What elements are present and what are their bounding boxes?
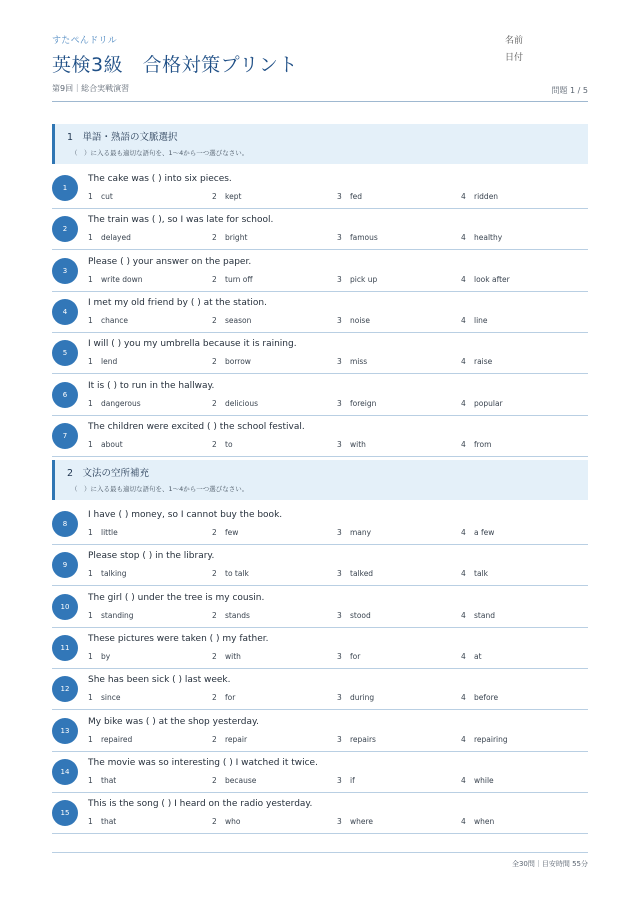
question-stem: This is the song ( ) I heard on the radio yesterday. (88, 799, 313, 810)
option-number: 3 (337, 610, 342, 620)
option-text: fed (350, 192, 363, 201)
question-row (52, 628, 588, 669)
answer-option[interactable] (212, 275, 253, 284)
question-row (52, 669, 588, 710)
option-text: stands (225, 610, 250, 620)
option-text: pick up (350, 274, 378, 284)
option-text: noise (350, 315, 370, 325)
answer-option[interactable] (461, 528, 494, 537)
question-stem: These pictures were taken ( ) my father. (88, 634, 269, 644)
answer-option[interactable] (461, 233, 502, 242)
answer-option[interactable] (88, 192, 113, 201)
answer-option[interactable] (337, 776, 355, 785)
answer-option[interactable] (461, 735, 508, 744)
question-stem: The cake was ( ) into six pieces. (88, 174, 232, 184)
option-number: 2 (212, 315, 217, 325)
name-label: 名前 (505, 36, 524, 46)
question-number-badge: 1 (52, 175, 78, 201)
option-text: who (225, 817, 241, 827)
option-number: 4 (461, 775, 466, 785)
question-row (52, 587, 588, 628)
brand-label: すたぺんドリル (52, 36, 118, 46)
answer-option[interactable] (337, 735, 376, 744)
option-number: 2 (212, 398, 217, 408)
answer-option[interactable] (88, 275, 142, 284)
option-number: 3 (337, 233, 342, 243)
option-text: look after (474, 274, 510, 284)
option-text: at (474, 652, 482, 661)
option-text: delayed (101, 233, 131, 243)
option-number: 4 (461, 693, 466, 703)
option-text: repairing (474, 734, 508, 744)
question-number-badge: 14 (52, 759, 78, 785)
question-number-badge: 10 (52, 594, 78, 620)
option-number: 1 (88, 610, 93, 620)
option-number: 3 (337, 398, 342, 408)
option-text: where (350, 817, 374, 827)
question-number-badge: 8 (52, 511, 78, 537)
answer-option[interactable] (337, 233, 378, 242)
question-number-badge: 12 (52, 676, 78, 702)
answer-option[interactable] (212, 399, 258, 408)
section-instruction: （ ）に入る最も適切な語句を、1〜4から一つ選びなさい。 (71, 149, 249, 157)
answer-option[interactable] (337, 528, 371, 537)
answer-option[interactable] (212, 817, 240, 826)
option-number: 1 (88, 439, 93, 449)
answer-option[interactable] (337, 192, 362, 201)
option-text: by (101, 652, 111, 661)
question-row (52, 711, 588, 752)
question-row (52, 752, 588, 793)
option-number: 2 (212, 569, 217, 579)
option-number: 3 (337, 569, 342, 579)
question-number-badge: 2 (52, 216, 78, 242)
question-row (52, 292, 588, 333)
answer-option[interactable] (88, 611, 134, 620)
option-number: 4 (461, 274, 466, 284)
header-divider (52, 101, 588, 102)
answer-option[interactable] (88, 357, 117, 366)
answer-option[interactable] (212, 440, 233, 449)
option-number: 2 (212, 734, 217, 744)
question-stem: My bike was ( ) at the shop yesterday. (88, 716, 259, 727)
date-label: 日付 (505, 53, 524, 63)
option-text: popular (474, 398, 503, 408)
page-subtitle: 第9回｜総合実戦演習 (52, 84, 130, 93)
option-number: 1 (88, 775, 93, 785)
option-text: if (350, 775, 355, 785)
option-text: for (350, 652, 361, 661)
option-number: 1 (88, 652, 93, 661)
question-number-badge: 11 (52, 635, 78, 661)
answer-option[interactable] (461, 776, 494, 785)
option-number: 2 (212, 610, 217, 620)
section-instruction: （ ）に入る最も適切な語句を、1〜4から一つ選びなさい。 (71, 485, 249, 494)
question-stem: Please stop ( ) in the library. (88, 551, 215, 562)
option-number: 4 (461, 315, 466, 325)
question-row (52, 251, 588, 292)
answer-option[interactable] (88, 528, 118, 537)
question-stem: I have ( ) money, so I cannot buy the book. (88, 510, 283, 521)
answer-option[interactable] (212, 611, 250, 620)
answer-option[interactable] (88, 440, 123, 449)
option-number: 4 (461, 439, 466, 449)
option-number: 3 (337, 528, 342, 538)
answer-option[interactable] (337, 652, 360, 661)
answer-option[interactable] (337, 275, 377, 284)
option-number: 3 (337, 357, 342, 367)
option-text: few (225, 528, 239, 538)
question-number-badge: 7 (52, 423, 78, 449)
option-text: season (225, 315, 252, 325)
option-text: raise (474, 357, 493, 367)
answer-option[interactable] (337, 357, 367, 366)
section-header (52, 460, 588, 500)
option-text: chance (101, 315, 128, 325)
question-row (52, 168, 588, 209)
option-number: 1 (88, 734, 93, 744)
answer-option[interactable] (88, 735, 132, 744)
option-text: to talk (225, 569, 249, 579)
option-number: 2 (212, 274, 217, 284)
question-stem: It is ( ) to run in the hallway. (88, 380, 215, 391)
answer-option[interactable] (88, 399, 141, 408)
footer-divider (52, 852, 588, 853)
section-title: 1 単語・熟語の文脈選択 (67, 132, 178, 143)
question-stem: She has been sick ( ) last week. (88, 675, 231, 686)
answer-option[interactable] (212, 652, 241, 661)
question-stem: The children were excited ( ) the school festival. (88, 421, 305, 432)
option-text: bright (225, 233, 248, 243)
option-text: line (474, 315, 488, 325)
option-text: standing (101, 610, 134, 620)
option-text: turn off (225, 274, 253, 284)
answer-option[interactable] (88, 569, 127, 578)
student-info (505, 33, 523, 67)
option-number: 4 (461, 357, 466, 367)
option-number: 1 (88, 817, 93, 827)
option-text: talked (350, 569, 374, 579)
question-number-badge: 5 (52, 340, 78, 366)
option-text: with (350, 439, 366, 449)
footer-info: 全30問｜目安時間 55分 (511, 860, 588, 868)
option-number: 2 (212, 192, 217, 201)
answer-option[interactable] (212, 192, 241, 201)
answer-option[interactable] (337, 399, 376, 408)
answer-option[interactable] (461, 357, 492, 366)
option-text: with (225, 652, 241, 661)
answer-option[interactable] (88, 693, 120, 702)
answer-option[interactable] (461, 817, 494, 826)
option-text: before (474, 693, 499, 703)
answer-option[interactable] (88, 652, 110, 661)
option-number: 2 (212, 233, 217, 243)
option-number: 1 (88, 528, 93, 538)
question-stem: Please ( ) your answer on the paper. (88, 256, 252, 267)
answer-option[interactable] (461, 569, 488, 578)
option-number: 4 (461, 817, 466, 827)
answer-option[interactable] (212, 569, 249, 578)
question-number-badge: 6 (52, 382, 78, 408)
option-number: 2 (212, 652, 217, 661)
page-title: 英検3級 合格対策プリント (52, 54, 298, 76)
option-number: 4 (461, 652, 466, 661)
option-text: that (101, 775, 117, 785)
answer-option[interactable] (461, 652, 482, 661)
answer-option[interactable] (461, 399, 503, 408)
option-number: 1 (88, 315, 93, 325)
question-stem: The train was ( ), so I was late for school. (88, 215, 274, 226)
option-number: 3 (337, 693, 342, 703)
option-number: 3 (337, 652, 342, 661)
option-text: little (101, 528, 118, 538)
option-number: 1 (88, 357, 93, 367)
option-number: 4 (461, 569, 466, 579)
option-text: repaired (101, 734, 133, 744)
option-text: because (225, 775, 257, 785)
option-text: healthy (474, 233, 503, 243)
option-number: 1 (88, 398, 93, 408)
option-text: repairs (350, 734, 376, 744)
answer-option[interactable] (88, 233, 131, 242)
option-number: 2 (212, 439, 217, 449)
answer-option[interactable] (88, 316, 128, 325)
option-text: ridden (474, 192, 499, 201)
option-number: 2 (212, 357, 217, 367)
question-row (52, 333, 588, 374)
option-number: 2 (212, 817, 217, 827)
section-title: 2 文法の空所補充 (67, 468, 150, 480)
option-number: 1 (88, 233, 93, 243)
option-number: 2 (212, 528, 217, 538)
question-number-badge: 4 (52, 299, 78, 325)
option-text: miss (350, 357, 368, 367)
answer-option[interactable] (212, 735, 247, 744)
question-number-badge: 9 (52, 552, 78, 578)
answer-option[interactable] (461, 440, 491, 449)
option-text: when (474, 817, 495, 827)
option-text: write down (101, 274, 143, 284)
answer-option[interactable] (337, 817, 373, 826)
option-text: talk (474, 569, 488, 579)
answer-option[interactable] (337, 693, 374, 702)
option-text: that (101, 817, 117, 827)
option-text: during (350, 693, 375, 703)
worksheet-page (52, 0, 588, 905)
section-header (52, 124, 588, 164)
answer-option[interactable] (212, 693, 235, 702)
option-number: 4 (461, 192, 466, 201)
question-number-badge: 13 (52, 718, 78, 744)
option-number: 3 (337, 817, 342, 827)
answer-option[interactable] (212, 357, 251, 366)
option-text: for (225, 693, 236, 703)
answer-option[interactable] (212, 528, 238, 537)
option-number: 2 (212, 775, 217, 785)
question-row (52, 375, 588, 416)
answer-option[interactable] (461, 192, 498, 201)
page-indicator: 問題 1 / 5 (551, 86, 588, 95)
option-number: 1 (88, 569, 93, 579)
option-text: to (225, 439, 233, 449)
option-text: stood (350, 610, 371, 620)
option-text: stand (474, 610, 495, 620)
option-text: kept (225, 192, 242, 201)
option-text: cut (101, 192, 113, 201)
question-number-badge: 3 (52, 258, 78, 284)
answer-option[interactable] (337, 569, 373, 578)
option-text: about (101, 439, 123, 449)
option-number: 3 (337, 315, 342, 325)
answer-option[interactable] (337, 440, 366, 449)
option-text: repair (225, 734, 248, 744)
option-text: lend (101, 357, 118, 367)
answer-option[interactable] (212, 776, 256, 785)
option-text: from (474, 439, 492, 449)
answer-option[interactable] (461, 275, 510, 284)
option-text: dangerous (101, 398, 141, 408)
answer-option[interactable] (337, 611, 371, 620)
option-text: famous (350, 233, 378, 243)
question-row (52, 504, 588, 545)
answer-option[interactable] (212, 316, 251, 325)
question-row (52, 793, 588, 834)
option-text: foreign (350, 398, 377, 408)
question-row (52, 209, 588, 250)
option-number: 2 (212, 693, 217, 703)
option-text: while (474, 775, 494, 785)
question-row (52, 545, 588, 586)
option-text: a few (474, 528, 495, 538)
option-text: many (350, 528, 372, 538)
question-row (52, 416, 588, 457)
option-number: 1 (88, 274, 93, 284)
question-number-badge: 15 (52, 800, 78, 826)
question-stem: I met my old friend by ( ) at the station. (88, 297, 267, 308)
answer-option[interactable] (461, 316, 488, 325)
option-number: 1 (88, 192, 93, 201)
answer-option[interactable] (461, 611, 495, 620)
option-text: borrow (225, 357, 251, 367)
option-number: 4 (461, 398, 466, 408)
option-text: talking (101, 569, 127, 579)
option-number: 3 (337, 274, 342, 284)
option-number: 4 (461, 734, 466, 744)
question-stem: The girl ( ) under the tree is my cousin. (88, 592, 265, 603)
option-text: delicious (225, 398, 258, 408)
option-text: since (101, 693, 121, 703)
option-number: 1 (88, 693, 93, 703)
answer-option[interactable] (88, 817, 116, 826)
option-number: 3 (337, 775, 342, 785)
answer-option[interactable] (337, 316, 370, 325)
option-number: 4 (461, 233, 466, 243)
option-number: 3 (337, 439, 342, 449)
option-number: 3 (337, 734, 342, 744)
question-stem: The movie was so interesting ( ) I watched it twice. (88, 757, 318, 768)
option-number: 4 (461, 528, 466, 538)
answer-option[interactable] (88, 776, 116, 785)
answer-option[interactable] (212, 233, 247, 242)
question-stem: I will ( ) you my umbrella because it is raining. (88, 339, 297, 350)
option-number: 3 (337, 192, 342, 201)
option-number: 4 (461, 610, 466, 620)
answer-option[interactable] (461, 693, 498, 702)
